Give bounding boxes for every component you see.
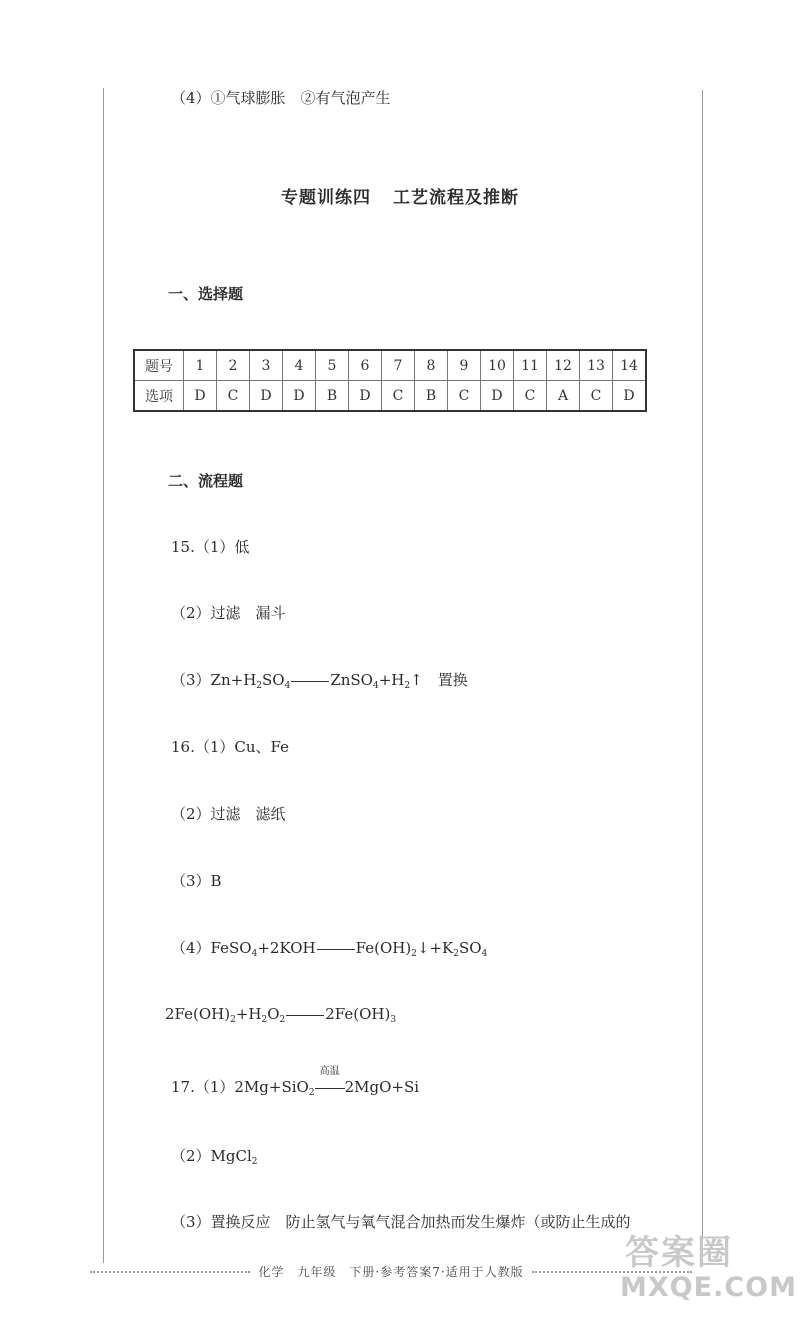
answer-cell: C [514,381,547,412]
q15-line1: 15.（1）低 [171,538,250,556]
reaction-condition: 高温 [319,1066,340,1077]
equation-feso4-koh: FeSO$_4$+2KOH $Fe(OH)_2↓+K_2SO_4$ [210,939,488,959]
q17-line1-prefix: 17.（1） [171,1078,235,1096]
q17-line3: （3）置换反应 防止氢气与氧气混合加热而发生爆炸（或防止生成的 [171,1213,631,1231]
table-header-cell: 选项 [134,381,184,412]
table-header-cell: 题号 [134,350,184,381]
answer-cell: D [613,381,647,412]
answer-cell: D [283,381,316,412]
watermark-logo [585,1225,795,1315]
question-number-cell: 4 [283,350,316,381]
watermark-text-bottom: MXQE.COM [620,1272,797,1303]
section-heading-flow: 二、流程题 [168,472,244,490]
q14-part4-answer: （4）①气球膨胀 ②有气泡产生 [171,89,391,107]
answer-cell: B [316,381,349,412]
q17-line1 [171,1066,420,1103]
q15-line3-suffix: 置换 [437,671,468,689]
question-number-cell: 1 [184,350,217,381]
title-part1: 专题训练四 [281,188,371,208]
answer-cell: D [184,381,217,412]
table-row-answers [134,381,646,412]
page-title [0,183,800,208]
question-number-cell: 3 [250,350,283,381]
watermark-text-top: 答案圈 [625,1233,733,1273]
question-number-cell: 14 [613,350,647,381]
q15-line3-prefix: （3） [171,671,211,689]
answer-cell: B [415,381,448,412]
answer-cell: D [250,381,283,412]
q15-line3 [171,670,468,696]
question-number-cell: 13 [580,350,613,381]
question-number-cell: 6 [349,350,382,381]
question-number-cell: 5 [316,350,349,381]
answer-table [133,349,647,412]
equation-feoh2-h2o2: $2Fe(OH)_2+H_2O_2$ $2Fe(OH)_3$ [165,1005,397,1025]
answer-cell: C [217,381,250,412]
equation-mg-sio2: 2Mg+SiO$_2$ 高温 2MgO+Si [234,1078,419,1096]
q17-line2-prefix: （2） [171,1147,211,1165]
question-number-cell: 10 [481,350,514,381]
q15-line2: （2）过滤 漏斗 [171,604,286,622]
answer-cell: D [481,381,514,412]
left-margin-line [103,88,104,1263]
answer-cell: D [349,381,382,412]
answer-cell: C [448,381,481,412]
answer-cell: C [382,381,415,412]
q16-line4-prefix: （4） [171,939,211,957]
equation-zn-h2so4: $Zn+H_2SO_4$ $ZnSO_4+H_2↑$ [210,671,423,691]
answer-cell: A [547,381,580,412]
answer-cell: C [580,381,613,412]
table-row-numbers [134,350,646,381]
formula-mgcl2: MgCl$_2$ [210,1147,258,1167]
question-number-cell: 9 [448,350,481,381]
title-part2: 工艺流程及推断 [393,188,519,208]
right-margin-line [702,90,703,1250]
section-heading-choice: 一、选择题 [168,285,244,303]
question-number-cell: 12 [547,350,580,381]
footer-text: 化学 九年级 下册·参考答案7·适用于人教版 [258,1265,524,1279]
question-number-cell: 8 [415,350,448,381]
q16-line1: 16.（1）Cu、Fe [171,738,290,756]
question-number-cell: 2 [217,350,250,381]
q17-line2 [171,1146,258,1172]
question-number-cell: 7 [382,350,415,381]
question-number-cell: 11 [514,350,547,381]
q16-line2: （2）过滤 滤纸 [171,805,286,823]
q16-line3: （3）B [171,872,222,890]
q16-line4 [171,938,487,964]
